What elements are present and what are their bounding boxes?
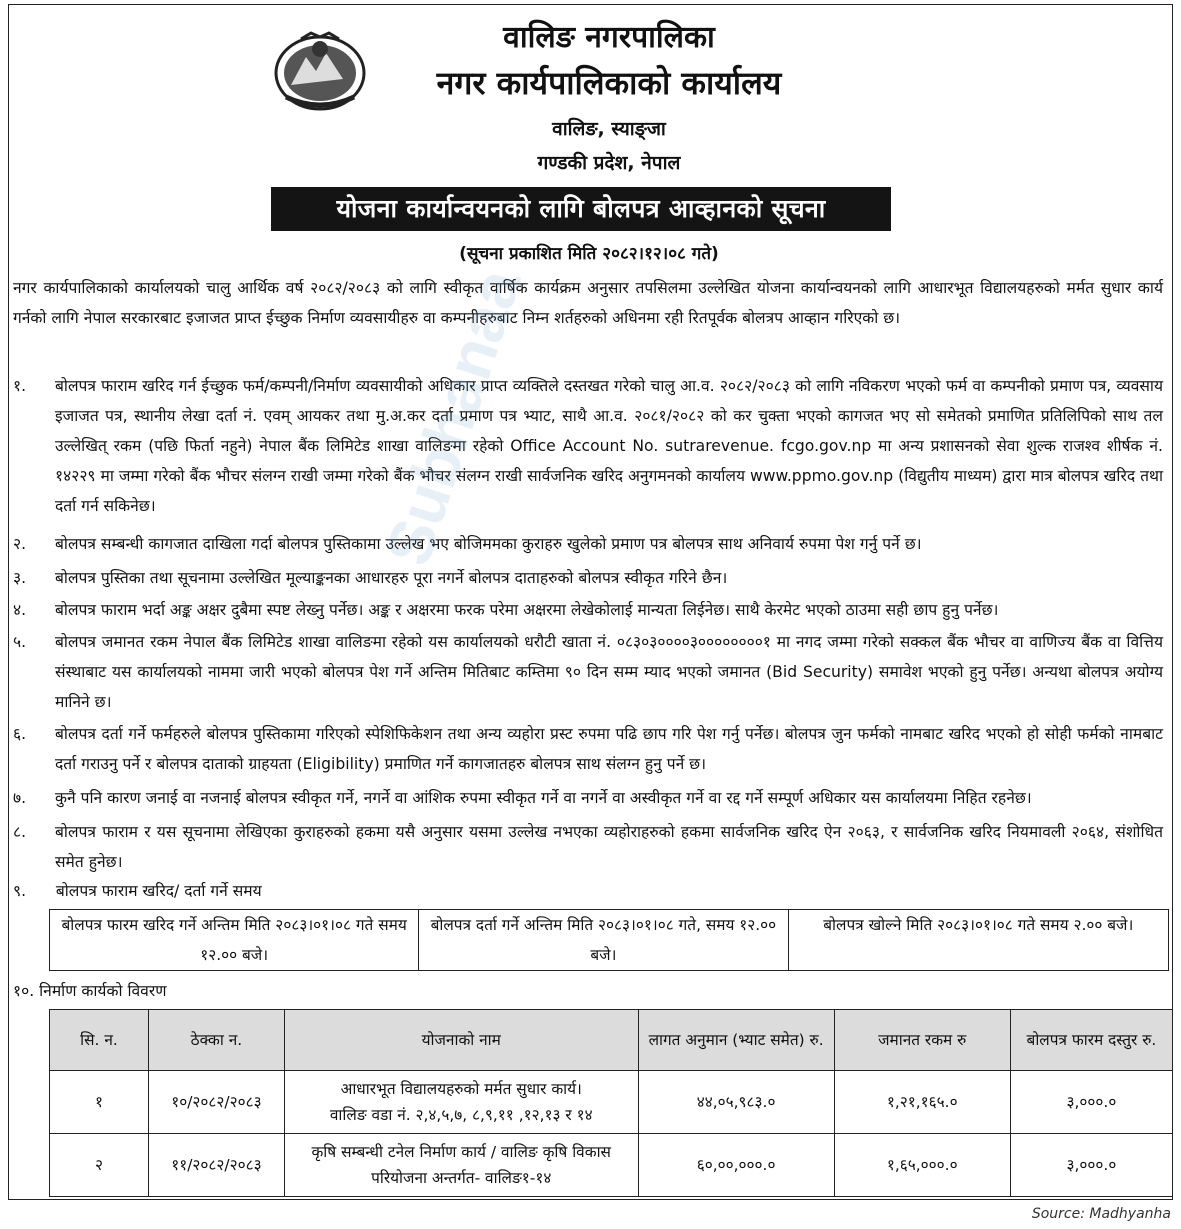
column-header: बोलपत्र फारम दस्तुर रु. [1010, 1010, 1172, 1071]
fee-cell: ३,०००.० [1010, 1134, 1172, 1197]
intro-paragraph: नगर कार्यपालिकाको कार्यालयको चालु आर्थिक वर्ष २०८२/२०८३ को लागि स्वीकृत वार्षिक कार्यक्रम अनुसार तपसिलमा उल्लेखित योजना कार्यान्वयनको लागि आधारभूत विद्यालयहरुको मर्मत सुधार कार्य गर्नको लागि नेपाल सरकारबाट इजाजत प्राप्त ईच्छुक निर्माण व्यवसायीहरु वा कम्पनीहरुबाट निम्न शर्तहरुको अधिनमा रही रितपूर्वक बोलत्रप आव्हान गरिएको छ। [13, 279, 1163, 327]
condition-text: बोलपत्र सम्बन्धी कागजात दाखिला गर्दा बोलपत्र पुस्तिकामा उल्लेख भए बोजिममका कुराहरु खुलेको प्रमाण पत्र बोलपत्र साथ अनिवार्य रुपमा पेश गर्नु पर्ने छ। [55, 535, 922, 553]
condition-item [13, 817, 1163, 877]
column-header: सि. न. [50, 1010, 149, 1071]
condition-number: ३. [13, 569, 27, 587]
schedule-cell: बोलपत्र खोल्ने मिति २०८३।०१।०८ गते समय २.०० बजे। [788, 910, 1168, 971]
contract-cell: १०/२०८२/२०८३ [148, 1071, 284, 1134]
serial-cell: १ [50, 1071, 149, 1134]
condition-number: १. [13, 377, 27, 395]
column-header: ठेक्का न. [148, 1010, 284, 1071]
fee-cell: ३,०००.० [1010, 1071, 1172, 1134]
notice-title-banner: योजना कार्यान्वयनको लागि बोलपत्र आव्हानको सूचना [271, 187, 891, 231]
project-name-line: कृषि सम्बन्धी टनेल निर्माण कार्य / वालिङ कृषि विकास [311, 1143, 611, 1161]
condition-item [13, 783, 1163, 813]
column-header: जमानत रकम रु [834, 1010, 1010, 1071]
condition-item [13, 595, 1163, 625]
serial-cell: २ [50, 1134, 149, 1197]
contract-cell: ११/२०८२/२०८३ [148, 1134, 284, 1197]
project-name-cell [284, 1134, 638, 1197]
column-header: लागत अनुमान (भ्याट समेत) रु. [638, 1010, 834, 1071]
table-row [50, 910, 1169, 971]
condition-number: ८. [13, 823, 27, 841]
project-name-line: परियोजना अन्तर्गत- वालिङ१-१४ [371, 1169, 552, 1187]
works-heading: १०. निर्माण कार्यको विवरण [13, 982, 167, 1000]
table-row [50, 1134, 1173, 1197]
municipality-name: वालिङ नगरपालिका [503, 20, 715, 55]
schedule-cell: बोलपत्र फारम खरिद गर्ने अन्तिम मिति २०८३।०१।०८ गते समय १२.०० बजे। [50, 910, 419, 971]
publication-date: (सूचना प्रकाशित मिति २०८२।१२।०८ गते) [459, 244, 719, 264]
government-emblem-icon [271, 27, 369, 113]
table-row [50, 1071, 1173, 1134]
office-address: वालिङ, स्याङ्जा [552, 118, 666, 140]
condition-item [13, 563, 1163, 593]
project-name-cell [284, 1071, 638, 1134]
condition-number: ५. [13, 633, 27, 651]
condition-text: बोलपत्र दर्ता गर्ने फर्महरुले बोलपत्र पुस्तिकामा गरिएको स्पेशिफिकेशन तथा अन्य व्यहोरा प्रस्ट रुपमा पढि छाप गरि पेश गर्नु पर्नेछ। बोलपत्र जुन फर्मको नामबाट खरिद भएको हो सोही फर्मको नामबाट दर्ता गराउनु पर्ने र बोलपत्र दाताको ग्राहयता (Eligibility) प्रमाणित गर्ने कागजातहरु बोलपत्र साथ संलग्न हुनु पर्ने छ। [55, 725, 1163, 773]
cost-cell: ४४,०५,९८३.० [638, 1071, 834, 1134]
condition-item [13, 371, 1163, 521]
condition-item [13, 529, 1163, 559]
column-header: योजनाको नाम [284, 1010, 638, 1071]
notice-page [8, 4, 1173, 1200]
office-name: नगर कार्यपालिकाको कार्यालय [436, 64, 782, 102]
security-cell: १,२१,१६५.० [834, 1071, 1010, 1134]
security-cell: १,६५,०००.० [834, 1134, 1010, 1197]
condition-text: बोलपत्र फाराम भर्दा अङ्क अक्षर दुबैमा स्पष्ट लेख्नु पर्नेछ। अङ्क र अक्षरमा फरक परेमा अक्षरमा लेखेकोलाई मान्यता लिईनेछ। साथै केरमेट भएको ठाउमा सही छाप हुनु पर्नेछ। [55, 601, 999, 619]
works-table [49, 1009, 1173, 1197]
condition-text: बोलपत्र जमानत रकम नेपाल बैंक लिमिटेड शाखा वालिङमा रहेको यस कार्यालयको धरौटी खाता नं. ०८३०३००००३००००००००१ मा नगद जम्मा गरेको सक्कल बैंक भौचर वा वाणिज्य बैंक वा वित्तिय संस्थाबाट यस कार्यालयको नाममा जारी भएको बोलपत्र पेश गर्ने अन्तिम मितिबाट कम्तिमा ९० दिन सम्म म्याद भएको जमानत (Bid Security) समावेश भएको हुनु पर्नेछ। अन्यथा बोलपत्र अयोग्य मानिने छ। [55, 633, 1163, 711]
condition-text: बोलपत्र फाराम र यस सूचनामा लेखिएका कुराहरुको हकमा यसै अनुसार यसमा उल्लेख नभएका व्यहोराहरुको हकमा सार्वजनिक खरिद ऐन २०६३, र सार्वजनिक खरिद नियमावली २०६४, संशोधित समेत हुनेछ। [55, 823, 1163, 871]
schedule-table [49, 909, 1169, 971]
condition-number: ७. [13, 789, 27, 807]
condition-text: बोलपत्र पुस्तिका तथा सूचनामा उल्लेखित मूल्याङ्कनका आधारहरु पूरा नगर्ने बोलपत्र दाताहरुको बोलपत्र स्वीकृत गरिने छैन। [55, 569, 728, 587]
condition-text: कुनै पनि कारण जनाई वा नजनाई बोलपत्र स्वीकृत गर्ने, नगर्ने वा आंशिक रुपमा स्वीकृत गर्ने वा नगर्ने वा अस्वीकृत गर्ने वा रद्द गर्ने सम्पूर्ण अधिकार यस कार्यालयमा निहित रहनेछ। [55, 789, 1032, 807]
condition-text: बोलपत्र फाराम खरिद गर्न ईच्छुक फर्म/कम्पनी/निर्माण व्यवसायीको अधिकार प्राप्त व्यक्तिले दस्तखत गरेको चालु आ.व. २०८२/२०८३ को लागि नविकरण भएको फर्म वा कम्पनीको प्रमाण पत्र, व्यवसाय इजाजत पत्र, स्थानीय लेखा दर्ता नं. एवम् आयकर तथा मु.अ.कर दर्ता प्रमाण पत्र भ्याट, साथै आ.व. २०८१/२०८२ को कर चुक्ता भएको कागजत भए सो समेतको प्रमाणित प्रतिलिपिको साथ तल उल्लेखित् रकम (पछि फिर्ता नहुने) नेपाल बैंक लिमिटेड शाखा वालिङमा रहेको Office Account No. sutrarevenue. fcgo.gov.np मा अन्य प्रशासनको सेवा शुल्क राजश्व शीर्षक नं. १४२२९ मा जम्मा गरेको बैंक भौचर संलग्न राखी जम्मा गरेको बैंक भौचर संलग्न राखी सार्वजनिक खरिद अनुगमनको कार्यालय www.ppmo.gov.np (विद्युतीय माध्यम) द्वारा मात्र बोलपत्र खरिद तथा दर्ता गर्न सकिनेछ। [55, 377, 1163, 515]
condition-number: ६. [13, 725, 27, 743]
source-credit: Source: Madhyanha [1031, 1206, 1171, 1222]
schedule-number: ९. [13, 882, 27, 900]
table-header-row [50, 1010, 1173, 1071]
schedule-heading [13, 879, 262, 901]
project-name-line: आधारभूत विद्यालयहरुको मर्मत सुधार कार्य। [340, 1080, 582, 1098]
province-country: गण्डकी प्रदेश, नेपाल [537, 152, 681, 174]
project-name-line: वालिङ वडा नं. २,४,५,७, ८,९,११ ,१२,१३ र १४ [329, 1106, 593, 1124]
cost-cell: ६०,००,०००.० [638, 1134, 834, 1197]
condition-item [13, 719, 1163, 779]
condition-number: २. [13, 535, 27, 553]
watermark-text: Subhanaa [371, 260, 535, 574]
condition-number: ४. [13, 601, 27, 619]
schedule-cell: बोलपत्र दर्ता गर्ने अन्तिम मिति २०८३।०१।०८ गते, समय १२.०० बजे। [419, 910, 788, 971]
schedule-title: बोलपत्र फाराम खरिद/ दर्ता गर्ने समय [55, 882, 262, 900]
condition-item [13, 627, 1163, 717]
